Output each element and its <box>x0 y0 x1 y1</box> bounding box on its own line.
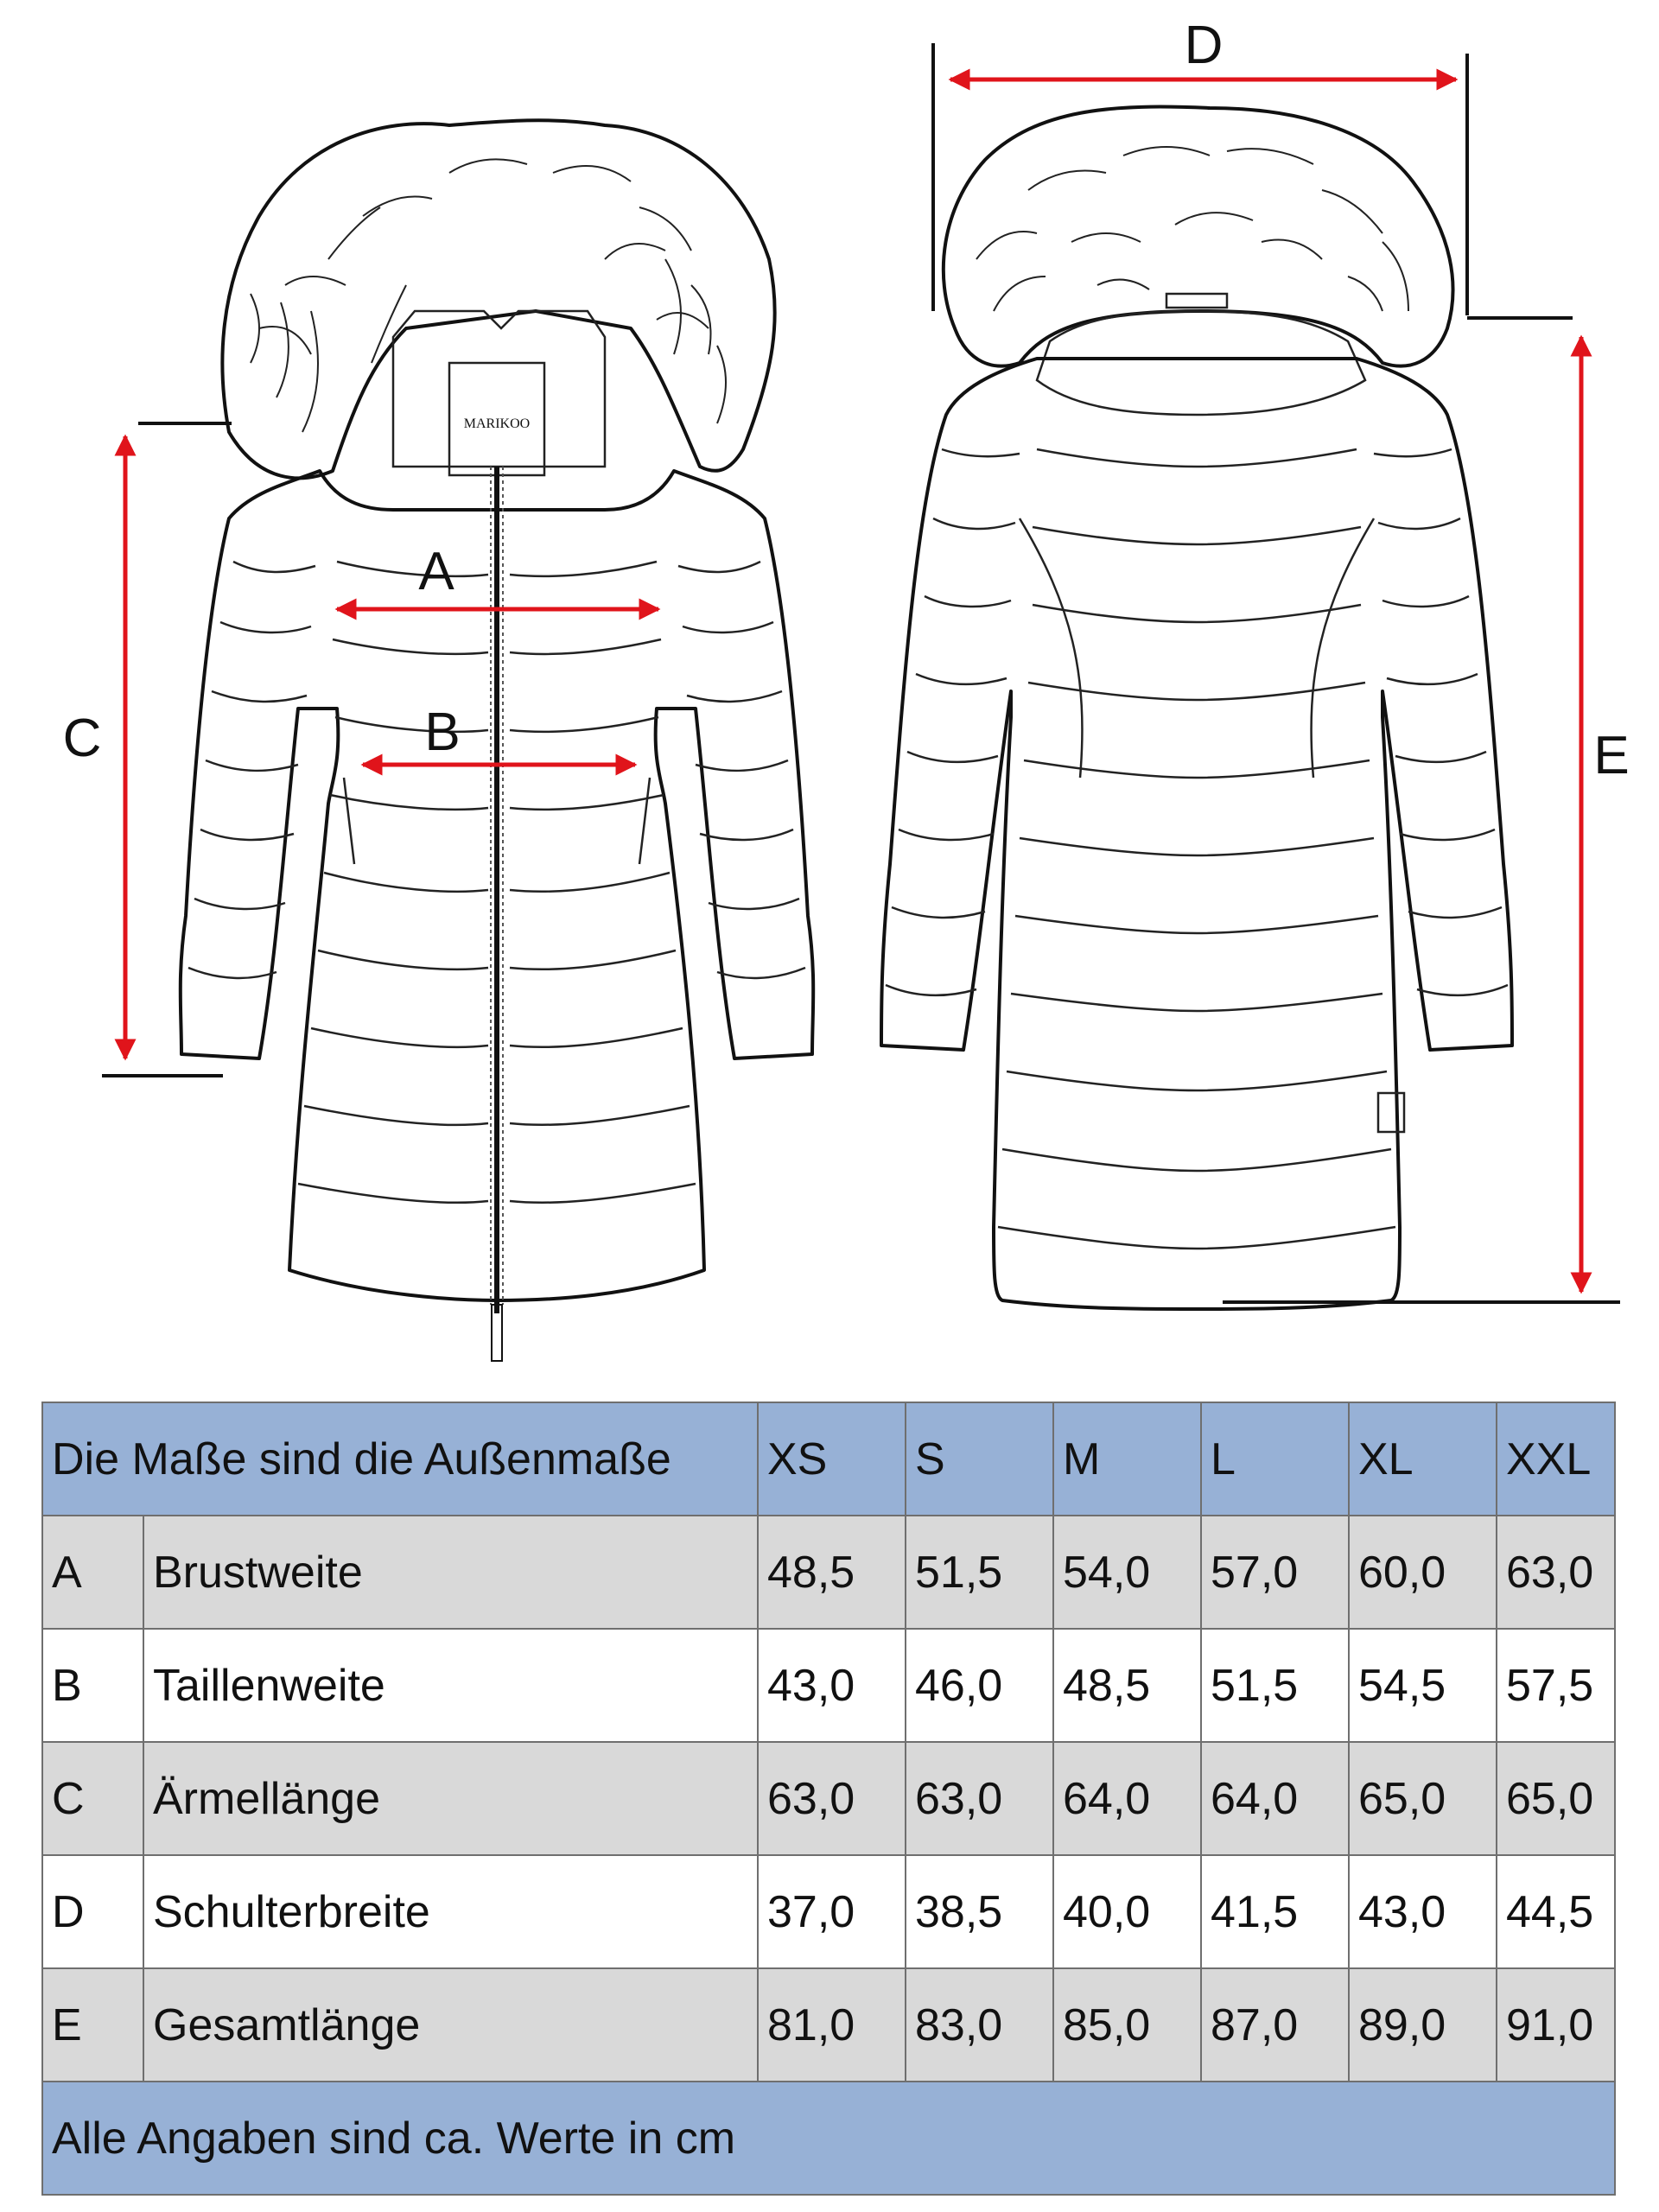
front-zipper <box>491 467 503 1361</box>
row-value: 38,5 <box>906 1855 1053 1968</box>
table-row <box>42 1629 1615 1742</box>
row-value: 54,0 <box>1053 1516 1201 1629</box>
measurement-guides <box>102 43 1620 1302</box>
size-header: XXL <box>1497 1402 1615 1516</box>
table-header-row <box>42 1402 1615 1516</box>
row-name: Taillenweite <box>143 1629 758 1742</box>
row-value: 48,5 <box>1053 1629 1201 1742</box>
row-code: C <box>42 1742 143 1855</box>
table-row <box>42 1855 1615 1968</box>
row-value: 83,0 <box>906 1968 1053 2082</box>
row-value: 51,5 <box>1201 1629 1349 1742</box>
size-header: S <box>906 1402 1053 1516</box>
measurement-labels <box>63 16 1630 785</box>
row-value: 57,5 <box>1497 1629 1615 1742</box>
row-code: E <box>42 1968 143 2082</box>
row-code: D <box>42 1855 143 1968</box>
label-a: A <box>418 542 454 601</box>
row-value: 41,5 <box>1201 1855 1349 1968</box>
row-code: A <box>42 1516 143 1629</box>
row-name: Gesamtlänge <box>143 1968 758 2082</box>
table-row <box>42 1742 1615 1855</box>
row-value: 65,0 <box>1349 1742 1497 1855</box>
row-name: Brustweite <box>143 1516 758 1629</box>
label-c: C <box>62 709 102 768</box>
jacket-front-drawing <box>181 120 814 1361</box>
row-value: 63,0 <box>1497 1516 1615 1629</box>
row-value: 85,0 <box>1053 1968 1201 2082</box>
row-value: 57,0 <box>1201 1516 1349 1629</box>
row-value: 44,5 <box>1497 1855 1615 1968</box>
size-header: L <box>1201 1402 1349 1516</box>
row-value: 60,0 <box>1349 1516 1497 1629</box>
row-value: 54,5 <box>1349 1629 1497 1742</box>
size-header: XS <box>758 1402 906 1516</box>
row-value: 48,5 <box>758 1516 906 1629</box>
label-b: B <box>424 702 461 762</box>
row-value: 64,0 <box>1201 1742 1349 1855</box>
row-value: 43,0 <box>1349 1855 1497 1968</box>
jacket-back-drawing <box>881 107 1512 1309</box>
table-footer-row <box>42 2082 1615 2195</box>
front-collar <box>393 311 605 467</box>
size-header: XL <box>1349 1402 1497 1516</box>
row-name: Ärmellänge <box>143 1742 758 1855</box>
back-quilting <box>886 449 1508 1249</box>
back-fur-texture <box>976 147 1408 311</box>
row-value: 64,0 <box>1053 1742 1201 1855</box>
row-value: 63,0 <box>758 1742 906 1855</box>
row-code: B <box>42 1629 143 1742</box>
row-value: 89,0 <box>1349 1968 1497 2082</box>
row-value: 65,0 <box>1497 1742 1615 1855</box>
row-value: 51,5 <box>906 1516 1053 1629</box>
row-name: Schulterbreite <box>143 1855 758 1968</box>
label-d: D <box>1184 16 1224 75</box>
row-value: 63,0 <box>906 1742 1053 1855</box>
size-header: M <box>1053 1402 1201 1516</box>
table-row <box>42 1516 1615 1629</box>
row-value: 43,0 <box>758 1629 906 1742</box>
row-value: 81,0 <box>758 1968 906 2082</box>
back-hood-shell <box>1037 311 1365 415</box>
table-title: Die Maße sind die Außenmaße <box>42 1402 758 1516</box>
measurement-arrows <box>125 79 1581 1292</box>
back-fur-hood <box>944 107 1453 366</box>
size-table <box>41 1402 1616 2196</box>
row-value: 37,0 <box>758 1855 906 1968</box>
back-body <box>881 359 1512 1309</box>
label-e: E <box>1593 726 1630 785</box>
row-value: 46,0 <box>906 1629 1053 1742</box>
row-value: 40,0 <box>1053 1855 1201 1968</box>
row-value: 91,0 <box>1497 1968 1615 2082</box>
back-neck-tag <box>1166 294 1227 308</box>
table-row <box>42 1968 1615 2082</box>
table-footnote: Alle Angaben sind ca. Werte in cm <box>42 2082 1615 2195</box>
row-value: 87,0 <box>1201 1968 1349 2082</box>
brand-patch-label: MARIKOO <box>463 416 531 431</box>
back-side-tag <box>1378 1093 1404 1132</box>
front-fur-texture <box>251 159 726 432</box>
